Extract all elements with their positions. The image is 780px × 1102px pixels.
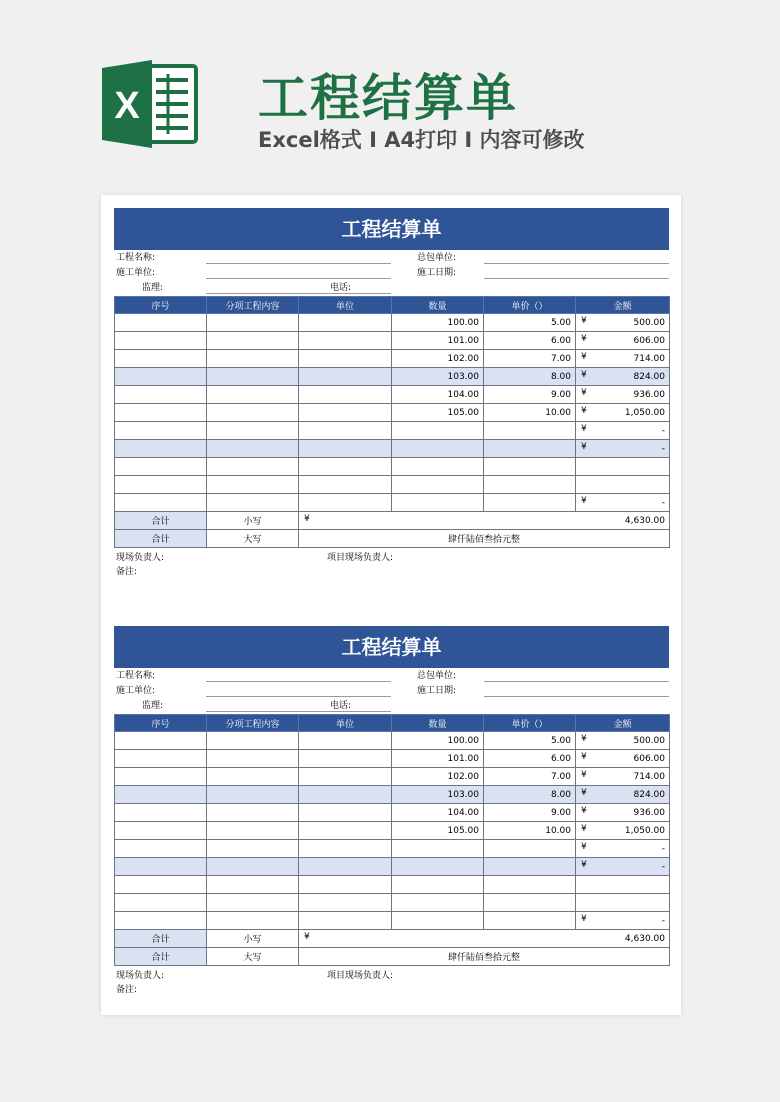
table-row <box>115 768 670 786</box>
qty-cell[interactable] <box>392 458 484 476</box>
amount-value: 500.00 <box>633 317 665 328</box>
price-cell[interactable] <box>484 494 576 512</box>
amount-cell[interactable] <box>576 858 670 876</box>
yen-sign: ¥ <box>581 842 587 852</box>
amount-value: - <box>661 497 665 508</box>
header-seq: 序号 <box>115 297 207 314</box>
yen-sign: ¥ <box>304 932 310 942</box>
item-cell[interactable] <box>207 858 299 876</box>
total-small-type: 小写 <box>207 512 299 530</box>
total-small-type: 小写 <box>207 930 299 948</box>
unit-cell[interactable] <box>299 386 392 404</box>
price-cell[interactable]: 10.00 <box>484 404 576 422</box>
total-small-value-cell[interactable] <box>299 930 670 948</box>
settlement-sheet-1 <box>114 208 669 578</box>
total-small-value: 4,630.00 <box>624 515 665 526</box>
qty-cell[interactable] <box>392 840 484 858</box>
total-big-label: 合计 <box>115 948 207 966</box>
item-cell[interactable] <box>207 912 299 930</box>
total-small-value: 4,630.00 <box>624 933 665 944</box>
qty-cell[interactable]: 105.00 <box>392 822 484 840</box>
seq-cell[interactable] <box>115 386 207 404</box>
unit-cell[interactable] <box>299 494 392 512</box>
item-cell[interactable] <box>207 314 299 332</box>
unit-cell[interactable] <box>299 458 392 476</box>
contractor-field[interactable] <box>484 681 669 682</box>
table-row <box>115 786 670 804</box>
price-cell[interactable] <box>484 876 576 894</box>
supervisor-label: 监理: <box>142 283 164 293</box>
item-cell[interactable] <box>207 786 299 804</box>
build-date-label: 施工日期: <box>417 268 457 278</box>
qty-cell[interactable] <box>392 476 484 494</box>
project-site-manager-label: 项目现场负责人: <box>327 971 394 981</box>
sheet-title: 工程结算单 <box>114 208 669 250</box>
unit-cell[interactable] <box>299 876 392 894</box>
seq-cell[interactable] <box>115 350 207 368</box>
build-date-field[interactable] <box>484 696 669 697</box>
unit-cell[interactable] <box>299 314 392 332</box>
amount-cell[interactable] <box>576 804 670 822</box>
price-cell[interactable] <box>484 858 576 876</box>
build-date-field[interactable] <box>484 278 669 279</box>
qty-cell[interactable] <box>392 894 484 912</box>
amount-cell[interactable] <box>576 876 670 894</box>
unit-cell[interactable] <box>299 732 392 750</box>
amount-cell[interactable] <box>576 786 670 804</box>
item-cell[interactable] <box>207 840 299 858</box>
price-cell[interactable] <box>484 894 576 912</box>
price-cell[interactable]: 7.00 <box>484 768 576 786</box>
total-small-label: 合计 <box>115 930 207 948</box>
unit-cell[interactable] <box>299 804 392 822</box>
seq-cell[interactable] <box>115 750 207 768</box>
item-cell[interactable] <box>207 368 299 386</box>
table-header-row <box>115 297 670 314</box>
amount-value: 1,050.00 <box>624 825 665 836</box>
site-manager-label: 现场负责人: <box>116 971 165 981</box>
table-row <box>115 368 670 386</box>
header-item: 分项工程内容 <box>207 297 299 314</box>
amount-value: 936.00 <box>633 389 665 400</box>
item-cell[interactable] <box>207 332 299 350</box>
total-big-label: 合计 <box>115 530 207 548</box>
amount-cell[interactable] <box>576 894 670 912</box>
qty-cell[interactable]: 100.00 <box>392 732 484 750</box>
amount-value: - <box>661 425 665 436</box>
amount-cell[interactable] <box>576 494 670 512</box>
amount-cell[interactable] <box>576 386 670 404</box>
amount-cell[interactable] <box>576 840 670 858</box>
item-cell[interactable] <box>207 494 299 512</box>
builder-label: 施工单位: <box>116 268 156 278</box>
unit-cell[interactable] <box>299 786 392 804</box>
yen-sign: ¥ <box>304 514 310 524</box>
price-cell[interactable] <box>484 912 576 930</box>
unit-cell[interactable] <box>299 404 392 422</box>
seq-cell[interactable] <box>115 368 207 386</box>
yen-sign: ¥ <box>581 370 587 380</box>
yen-sign: ¥ <box>581 352 587 362</box>
yen-sign: ¥ <box>581 388 587 398</box>
total-big-row <box>115 530 670 548</box>
header-qty: 数量 <box>392 715 484 732</box>
settlement-table <box>114 296 670 548</box>
price-cell[interactable]: 7.00 <box>484 350 576 368</box>
header-amount: 金额 <box>576 715 670 732</box>
item-cell[interactable] <box>207 768 299 786</box>
item-cell[interactable] <box>207 732 299 750</box>
amount-cell[interactable] <box>576 912 670 930</box>
item-cell[interactable] <box>207 422 299 440</box>
unit-cell[interactable] <box>299 822 392 840</box>
table-row <box>115 494 670 512</box>
build-date-label: 施工日期: <box>417 686 457 696</box>
table-row <box>115 404 670 422</box>
seq-cell[interactable] <box>115 858 207 876</box>
qty-cell[interactable]: 101.00 <box>392 750 484 768</box>
yen-sign: ¥ <box>581 734 587 744</box>
price-cell[interactable]: 8.00 <box>484 786 576 804</box>
table-row <box>115 476 670 494</box>
item-cell[interactable] <box>207 822 299 840</box>
unit-cell[interactable] <box>299 894 392 912</box>
yen-sign: ¥ <box>581 806 587 816</box>
qty-cell[interactable]: 105.00 <box>392 404 484 422</box>
amount-value: - <box>661 915 665 926</box>
price-cell[interactable] <box>484 422 576 440</box>
sheet-title: 工程结算单 <box>114 626 669 668</box>
info-section <box>114 668 669 714</box>
qty-cell[interactable] <box>392 440 484 458</box>
total-small-row <box>115 512 670 530</box>
amount-cell[interactable] <box>576 476 670 494</box>
qty-cell[interactable]: 102.00 <box>392 350 484 368</box>
seq-cell[interactable] <box>115 458 207 476</box>
table-row <box>115 422 670 440</box>
seq-cell[interactable] <box>115 422 207 440</box>
contractor-label: 总包单位: <box>417 671 457 681</box>
site-manager-label: 现场负责人: <box>116 553 165 563</box>
project-name-label: 工程名称: <box>116 671 156 681</box>
amount-value: 500.00 <box>633 735 665 746</box>
price-cell[interactable] <box>484 476 576 494</box>
unit-cell[interactable] <box>299 422 392 440</box>
amount-cell[interactable] <box>576 440 670 458</box>
total-big-type: 大写 <box>207 530 299 548</box>
seq-cell[interactable] <box>115 332 207 350</box>
table-row <box>115 440 670 458</box>
settlement-sheet-2 <box>114 626 669 996</box>
table-row <box>115 804 670 822</box>
yen-sign: ¥ <box>581 752 587 762</box>
info-section <box>114 250 669 296</box>
total-big-value[interactable]: 肆仟陆佰叁拾元整 <box>299 530 670 548</box>
supervisor-field[interactable] <box>206 293 391 294</box>
table-row <box>115 840 670 858</box>
banner <box>0 0 780 195</box>
yen-sign: ¥ <box>581 424 587 434</box>
amount-cell[interactable] <box>576 458 670 476</box>
amount-cell[interactable] <box>576 750 670 768</box>
yen-sign: ¥ <box>581 788 587 798</box>
item-cell[interactable] <box>207 386 299 404</box>
amount-cell[interactable] <box>576 822 670 840</box>
seq-cell[interactable] <box>115 732 207 750</box>
supervisor-label: 监理: <box>142 701 164 711</box>
seq-cell[interactable] <box>115 440 207 458</box>
amount-cell[interactable] <box>576 332 670 350</box>
price-cell[interactable]: 6.00 <box>484 750 576 768</box>
price-cell[interactable] <box>484 458 576 476</box>
amount-value: 606.00 <box>633 753 665 764</box>
amount-cell[interactable] <box>576 368 670 386</box>
item-cell[interactable] <box>207 804 299 822</box>
contractor-field[interactable] <box>484 263 669 264</box>
seq-cell[interactable] <box>115 840 207 858</box>
seq-cell[interactable] <box>115 494 207 512</box>
yen-sign: ¥ <box>581 442 587 452</box>
qty-cell[interactable] <box>392 876 484 894</box>
qty-cell[interactable]: 103.00 <box>392 368 484 386</box>
seq-cell[interactable] <box>115 404 207 422</box>
unit-cell[interactable] <box>299 350 392 368</box>
header-amount: 金额 <box>576 297 670 314</box>
seq-cell[interactable] <box>115 768 207 786</box>
yen-sign: ¥ <box>581 914 587 924</box>
amount-cell[interactable] <box>576 768 670 786</box>
qty-cell[interactable] <box>392 494 484 512</box>
qty-cell[interactable]: 104.00 <box>392 804 484 822</box>
seq-cell[interactable] <box>115 912 207 930</box>
seq-cell[interactable] <box>115 786 207 804</box>
table-row <box>115 822 670 840</box>
total-big-value[interactable]: 肆仟陆佰叁拾元整 <box>299 948 670 966</box>
seq-cell[interactable] <box>115 804 207 822</box>
footer-section <box>114 548 669 578</box>
builder-field[interactable] <box>206 278 391 279</box>
seq-cell[interactable] <box>115 822 207 840</box>
table-row <box>115 894 670 912</box>
item-cell[interactable] <box>207 404 299 422</box>
excel-icon <box>100 56 200 152</box>
amount-cell[interactable] <box>576 404 670 422</box>
supervisor-field[interactable] <box>206 711 391 712</box>
yen-sign: ¥ <box>581 406 587 416</box>
total-small-value-cell[interactable] <box>299 512 670 530</box>
unit-cell[interactable] <box>299 332 392 350</box>
footer-section <box>114 966 669 996</box>
project-name-field[interactable] <box>206 681 391 682</box>
project-name-field[interactable] <box>206 263 391 264</box>
amount-value: 714.00 <box>633 771 665 782</box>
amount-value: 606.00 <box>633 335 665 346</box>
unit-cell[interactable] <box>299 912 392 930</box>
header-unit: 单位 <box>299 297 392 314</box>
qty-cell[interactable]: 104.00 <box>392 386 484 404</box>
banner-title: 工程结算单 <box>258 69 518 127</box>
qty-cell[interactable] <box>392 912 484 930</box>
unit-cell[interactable] <box>299 858 392 876</box>
price-cell[interactable]: 6.00 <box>484 332 576 350</box>
amount-value: - <box>661 861 665 872</box>
unit-cell[interactable] <box>299 840 392 858</box>
table-row <box>115 876 670 894</box>
price-cell[interactable]: 9.00 <box>484 804 576 822</box>
builder-field[interactable] <box>206 696 391 697</box>
settlement-table <box>114 714 670 966</box>
header-price: 单价（） <box>484 297 576 314</box>
table-row <box>115 350 670 368</box>
remarks-label: 备注: <box>116 567 138 577</box>
qty-cell[interactable]: 103.00 <box>392 786 484 804</box>
phone-label: 电话: <box>330 283 352 293</box>
table-row <box>115 458 670 476</box>
header-seq: 序号 <box>115 715 207 732</box>
item-cell[interactable] <box>207 476 299 494</box>
table-row <box>115 858 670 876</box>
header-qty: 数量 <box>392 297 484 314</box>
amount-value: 824.00 <box>633 371 665 382</box>
qty-cell[interactable]: 102.00 <box>392 768 484 786</box>
table-row <box>115 386 670 404</box>
seq-cell[interactable] <box>115 876 207 894</box>
builder-label: 施工单位: <box>116 686 156 696</box>
amount-value: 1,050.00 <box>624 407 665 418</box>
project-site-manager-label: 项目现场负责人: <box>327 553 394 563</box>
price-cell[interactable] <box>484 440 576 458</box>
phone-label: 电话: <box>330 701 352 711</box>
project-name-label: 工程名称: <box>116 253 156 263</box>
price-cell[interactable]: 5.00 <box>484 732 576 750</box>
total-big-type: 大写 <box>207 948 299 966</box>
item-cell[interactable] <box>207 876 299 894</box>
item-cell[interactable] <box>207 458 299 476</box>
yen-sign: ¥ <box>581 770 587 780</box>
seq-cell[interactable] <box>115 476 207 494</box>
price-cell[interactable]: 10.00 <box>484 822 576 840</box>
qty-cell[interactable]: 101.00 <box>392 332 484 350</box>
price-cell[interactable]: 8.00 <box>484 368 576 386</box>
amount-value: 936.00 <box>633 807 665 818</box>
yen-sign: ¥ <box>581 860 587 870</box>
document-paper <box>101 195 681 1015</box>
item-cell[interactable] <box>207 350 299 368</box>
yen-sign: ¥ <box>581 824 587 834</box>
total-small-label: 合计 <box>115 512 207 530</box>
svg-text:X: X <box>114 85 140 127</box>
item-cell[interactable] <box>207 750 299 768</box>
header-unit: 单位 <box>299 715 392 732</box>
amount-cell[interactable] <box>576 314 670 332</box>
amount-cell[interactable] <box>576 422 670 440</box>
price-cell[interactable]: 5.00 <box>484 314 576 332</box>
unit-cell[interactable] <box>299 440 392 458</box>
item-cell[interactable] <box>207 440 299 458</box>
amount-value: 824.00 <box>633 789 665 800</box>
qty-cell[interactable] <box>392 858 484 876</box>
header-price: 单价（） <box>484 715 576 732</box>
total-small-row <box>115 930 670 948</box>
item-cell[interactable] <box>207 894 299 912</box>
table-row <box>115 750 670 768</box>
remarks-label: 备注: <box>116 985 138 995</box>
unit-cell[interactable] <box>299 476 392 494</box>
unit-cell[interactable] <box>299 768 392 786</box>
table-header-row <box>115 715 670 732</box>
table-row <box>115 732 670 750</box>
header-item: 分项工程内容 <box>207 715 299 732</box>
qty-cell[interactable] <box>392 422 484 440</box>
contractor-label: 总包单位: <box>417 253 457 263</box>
amount-cell[interactable] <box>576 350 670 368</box>
table-row <box>115 332 670 350</box>
qty-cell[interactable]: 100.00 <box>392 314 484 332</box>
amount-value: 714.00 <box>633 353 665 364</box>
table-row <box>115 912 670 930</box>
banner-subtitle: Excel格式 I A4打印 I 内容可修改 <box>258 128 585 152</box>
seq-cell[interactable] <box>115 314 207 332</box>
yen-sign: ¥ <box>581 334 587 344</box>
yen-sign: ¥ <box>581 316 587 326</box>
table-row <box>115 314 670 332</box>
amount-cell[interactable] <box>576 732 670 750</box>
total-big-row <box>115 948 670 966</box>
unit-cell[interactable] <box>299 750 392 768</box>
price-cell[interactable] <box>484 840 576 858</box>
seq-cell[interactable] <box>115 894 207 912</box>
yen-sign: ¥ <box>581 496 587 506</box>
amount-value: - <box>661 443 665 454</box>
price-cell[interactable]: 9.00 <box>484 386 576 404</box>
unit-cell[interactable] <box>299 368 392 386</box>
amount-value: - <box>661 843 665 854</box>
